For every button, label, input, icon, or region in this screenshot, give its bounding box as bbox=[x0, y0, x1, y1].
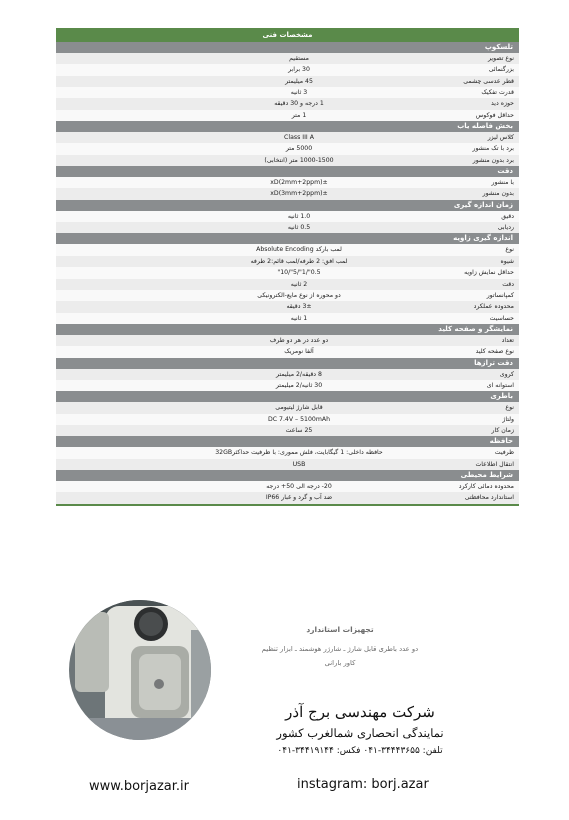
total-station-photo bbox=[69, 600, 211, 740]
table-row bbox=[56, 481, 519, 492]
table-row bbox=[56, 313, 519, 324]
row-label: بدون منشور bbox=[482, 190, 514, 198]
row-value: آلفا نومریک bbox=[284, 348, 314, 356]
table-row bbox=[56, 380, 519, 391]
table-row bbox=[56, 143, 519, 154]
row-label: حساسیت bbox=[489, 314, 514, 322]
equipment-line-2: کاور بارانی bbox=[324, 659, 356, 667]
table-row bbox=[56, 244, 519, 255]
row-label: نوع bbox=[505, 246, 514, 254]
section-header: تلسکوپ bbox=[56, 42, 519, 53]
table-row bbox=[56, 132, 519, 143]
equipment-title: تجهیزات استاندارد bbox=[306, 625, 374, 634]
section-header: بخش فاصله یاب bbox=[56, 121, 519, 132]
row-label: دقت bbox=[502, 280, 514, 288]
table-row bbox=[56, 447, 519, 458]
row-value: 1000-1500 متر (انتخابی) bbox=[264, 156, 334, 164]
row-label: ظرفیت bbox=[494, 449, 514, 457]
row-value: 1 متر bbox=[291, 111, 307, 119]
row-value: 5000 متر bbox=[285, 145, 313, 153]
row-label: شیوه bbox=[500, 257, 514, 265]
table-row bbox=[56, 87, 519, 98]
table-row bbox=[56, 267, 519, 278]
table-row bbox=[56, 492, 519, 503]
row-value: قابل شارژ لیتیومی bbox=[275, 404, 323, 412]
row-value: دو عدد در هر دو طرف bbox=[269, 336, 329, 344]
section-header: اندازه گیری زاویه bbox=[56, 233, 519, 244]
table-row bbox=[56, 335, 519, 346]
row-value: دو محوره از نوع مایع-الکترونیکی bbox=[257, 291, 341, 299]
row-value: 1.0 ثانیه bbox=[287, 212, 311, 220]
row-label: ردیابی bbox=[497, 224, 514, 232]
row-label: کمپانساتور bbox=[486, 291, 514, 299]
row-label: کلاس لیزر bbox=[487, 134, 514, 142]
table-row bbox=[56, 188, 519, 199]
section-header: دقت ترازها bbox=[56, 358, 519, 369]
section-header: دقت bbox=[56, 166, 519, 177]
row-label: استاندارد محافظتی bbox=[464, 494, 514, 502]
row-value: DC 7.4V – 5100mAh bbox=[267, 415, 331, 423]
row-value: USB bbox=[292, 460, 306, 468]
table-row bbox=[56, 76, 519, 87]
row-label: تعداد bbox=[501, 336, 514, 344]
row-value: لمب افق: 2 طرفه/لمب قائم:2 طرفه bbox=[250, 257, 348, 265]
row-value: ضد آب و گرد و غبار IP66 bbox=[265, 494, 333, 502]
table-row bbox=[56, 110, 519, 121]
row-label: دقیق bbox=[501, 212, 514, 220]
row-label: قطر عدسی چشمی bbox=[463, 77, 514, 85]
spec-table-body bbox=[56, 42, 519, 504]
row-label: کروی bbox=[499, 370, 514, 378]
row-label: نوع تصویر bbox=[488, 55, 514, 62]
row-value: 30 ثانیه/2 میلیمتر bbox=[275, 381, 323, 389]
table-row bbox=[56, 290, 519, 301]
website-link[interactable]: www.borjazar.ir bbox=[89, 779, 189, 794]
row-label: زمان کار bbox=[491, 426, 514, 434]
row-value: 0.5 ثانیه bbox=[287, 224, 311, 232]
table-row bbox=[56, 53, 519, 64]
row-value: 25 ساعت bbox=[285, 426, 313, 434]
row-label: حوزه دید bbox=[491, 100, 514, 108]
company-representative: نمایندگی انحصاری شمالغرب کشور bbox=[276, 726, 444, 740]
row-value: 1 درجه و 30 دقیقه bbox=[274, 100, 324, 108]
row-label: برد با تک منشور bbox=[472, 145, 514, 153]
row-value: 0.5"/1"/5"/10" bbox=[277, 269, 321, 277]
spec-table bbox=[56, 28, 519, 506]
row-value: Class III A bbox=[284, 134, 314, 142]
spec-table-title: مشخصات فنی bbox=[56, 28, 519, 42]
row-label: نوع صفحه کلید bbox=[475, 348, 514, 356]
table-row bbox=[56, 402, 519, 413]
row-value: لمب بارکد Absolute Encoding bbox=[256, 246, 342, 254]
row-label: محدوده دمائی کارکرد bbox=[458, 482, 514, 490]
row-label: بزرگنمائی bbox=[488, 66, 514, 74]
section-header: زمان اندازه گیری bbox=[56, 200, 519, 211]
row-label: برد بدون منشور bbox=[472, 156, 514, 164]
row-label: انتقال اطلاعات bbox=[475, 460, 514, 468]
row-label: قدرت تفکیک bbox=[481, 89, 514, 97]
row-value: 1 ثانیه bbox=[290, 314, 308, 322]
table-row bbox=[56, 301, 519, 312]
company-info bbox=[250, 703, 470, 756]
row-label: حداقل نمایش زاویه bbox=[464, 269, 514, 277]
table-row bbox=[56, 425, 519, 436]
table-row bbox=[56, 279, 519, 290]
table-row bbox=[56, 256, 519, 267]
section-header: شرایط محیطی bbox=[56, 470, 519, 481]
row-label: حداقل فوکوس bbox=[475, 111, 514, 119]
row-value: 45 میلیمتر bbox=[285, 77, 313, 85]
row-label: استوانه ای bbox=[486, 381, 514, 389]
row-label: نوع bbox=[505, 404, 514, 412]
row-value: ±(3mm+2ppm)xD bbox=[270, 190, 328, 198]
table-bottom-rule bbox=[56, 504, 519, 506]
row-label: ولتاژ bbox=[502, 415, 514, 423]
standard-equipment bbox=[240, 625, 440, 667]
table-row bbox=[56, 64, 519, 75]
row-value: 30 برابر bbox=[288, 66, 310, 74]
row-value: 8 دقیقه/2 میلیمتر bbox=[276, 370, 322, 378]
row-value: 3 ثانیه bbox=[290, 89, 308, 97]
table-row bbox=[56, 155, 519, 166]
row-value: مستقیم bbox=[289, 55, 309, 62]
company-name: شرکت مهندسی برج آذر bbox=[285, 703, 435, 721]
row-label: با منشور bbox=[491, 179, 514, 187]
section-header: حافظه bbox=[56, 436, 519, 447]
row-value: 3± دقیقه bbox=[286, 303, 312, 311]
row-value: 20- درجه الی 50+ درجه bbox=[266, 482, 332, 490]
equipment-line-1: دو عدد باطری قابل شارژ ـ شارژر هوشمند ـ ابزار تنظیم bbox=[261, 645, 419, 653]
row-value: حافظه داخلی: 1 گیگابایت، فلش مموری: با ظرفیت حداکثر32GB bbox=[215, 449, 383, 457]
table-row bbox=[56, 177, 519, 188]
company-contact: تلفن: ۳۴۴۴۳۶۵۵-۰۴۱ فکس: ۳۴۴۱۹۱۴۴-۰۴۱ bbox=[277, 746, 443, 756]
total-station-image bbox=[69, 600, 211, 740]
table-row bbox=[56, 459, 519, 470]
section-header: باطری bbox=[56, 391, 519, 402]
table-row bbox=[56, 346, 519, 357]
section-header: نمایشگر و صفحه کلید bbox=[56, 324, 519, 335]
row-label: محدوده عملکرد bbox=[473, 303, 514, 311]
row-value: ±(2mm+2ppm)xD bbox=[270, 179, 328, 187]
table-row bbox=[56, 98, 519, 109]
table-row bbox=[56, 414, 519, 425]
instagram-handle[interactable]: instagram: borj.azar bbox=[297, 777, 429, 792]
table-row bbox=[56, 369, 519, 380]
table-row bbox=[56, 222, 519, 233]
table-row bbox=[56, 211, 519, 222]
row-value: 2 ثانیه bbox=[290, 280, 308, 288]
